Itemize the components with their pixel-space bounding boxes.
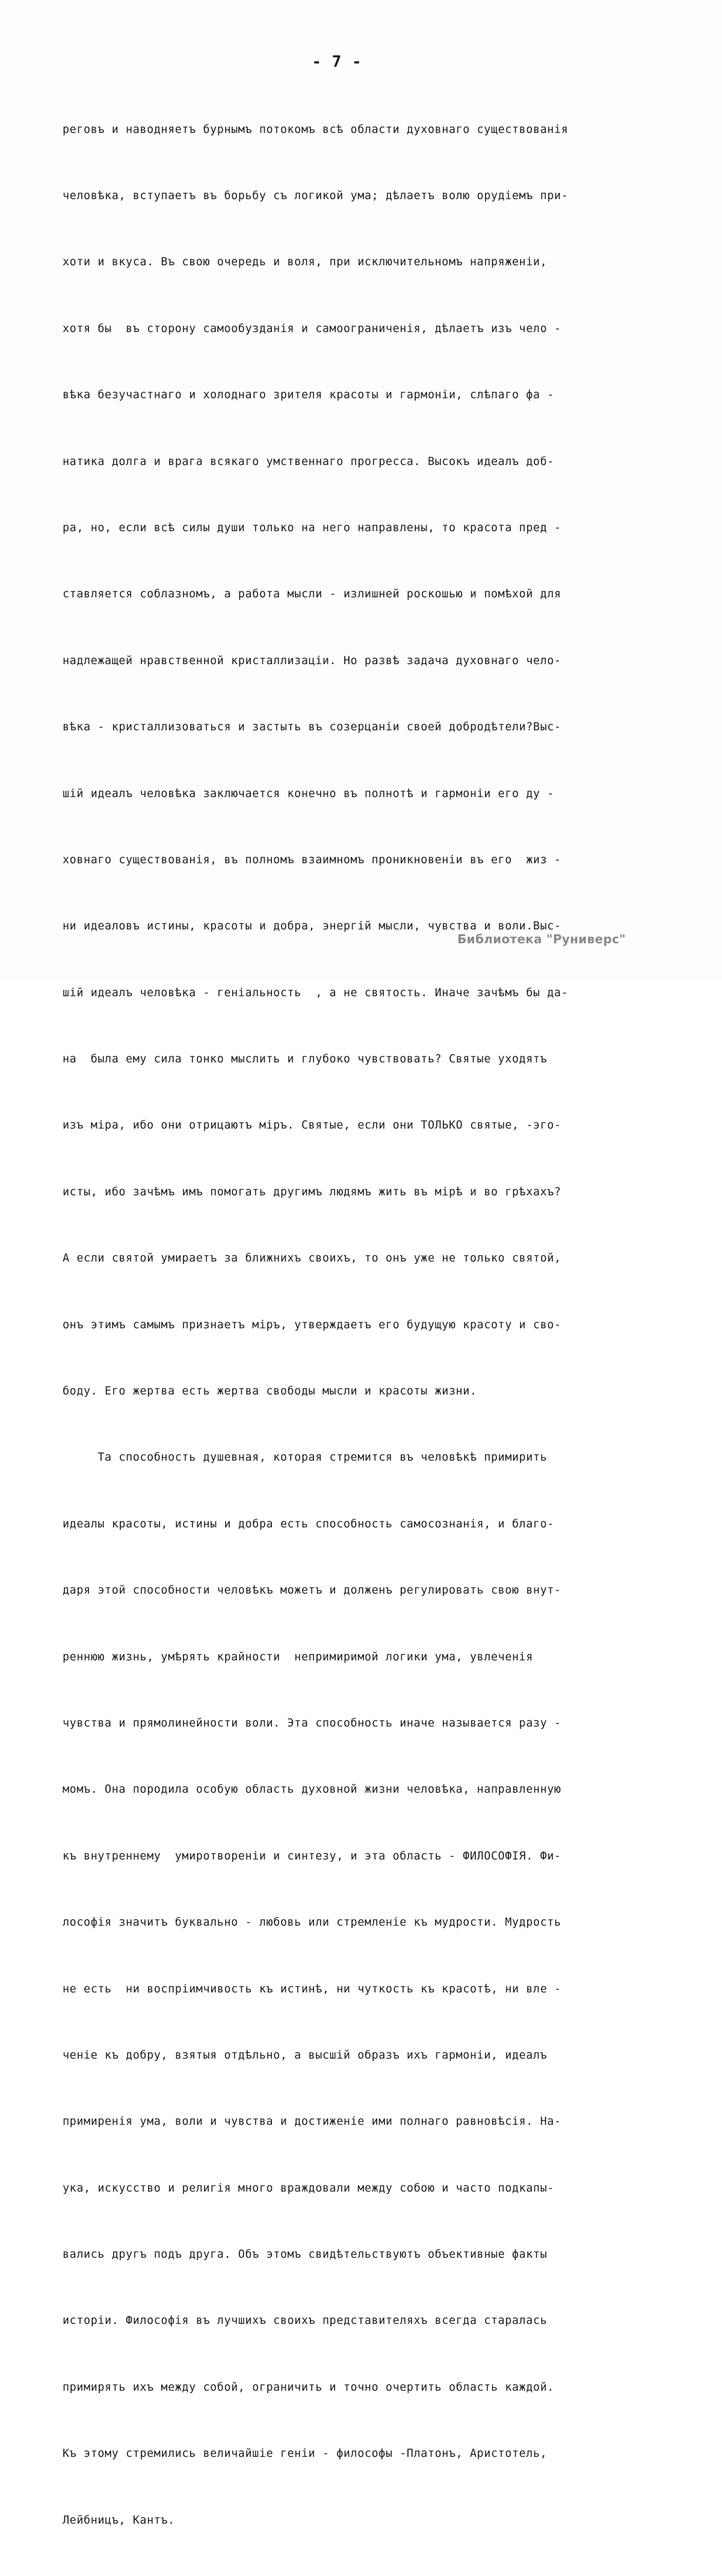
text-line: исты, ибо зачѣмъ имъ помогать другимъ людямъ жить въ мірѣ и во грѣхахъ? <box>63 1185 561 1198</box>
text-line: даря этой способности человѣкъ можетъ и долженъ регулировать свою внут- <box>63 1584 561 1597</box>
text-line: ра, но, если всѣ силы души только на него направлены, то красота пред - <box>63 521 561 534</box>
text-line: боду. Его жертва есть жертва свободы мысли и красоты жизни. <box>63 1385 477 1398</box>
text-line: вѣка безучастнаго и холоднаго зрителя красоты и гармоніи, слѣпаго фа - <box>63 389 555 402</box>
text-line: надлежащей нравственной кристаллизаціи. Но развѣ задача духовнаго чело- <box>63 654 561 667</box>
library-watermark: Библиотека "Руниверс" <box>457 932 626 946</box>
text-line: къ внутреннему умиротворенiи и синтезу, и эта область - ФИЛОСОФІЯ. Фи- <box>63 1849 561 1863</box>
text-line: человѣка, вступаетъ въ борьбу съ логикой ума; дѣлаетъ волю орудіемъ при- <box>63 189 569 202</box>
body-text <box>63 75 652 2576</box>
text-line: лософія значитъ буквально - любовь или стремленіе къ мудрости. Мудрость <box>63 1916 561 1929</box>
text-line: хоти и вкуса. Въ свою очередь и воля, при исключительномъ напряженіи, <box>63 256 548 269</box>
text-line: шій идеалъ человѣка - геніальность , а не святость. Иначе зачѣмъ бы да- <box>63 986 569 999</box>
text-line: Къ этому стремились величайшіе геніи - философы -Платонъ, Аристотель, <box>63 2447 548 2460</box>
text-line: реннюю жизнь, умѣрять крайности непримиримой логики ума, увлеченія <box>63 1650 534 1663</box>
text-line: ставляется соблазномъ, а работа мысли - излишней роскошью и помѣхой для <box>63 588 561 601</box>
text-line: онъ этимъ самымъ признаетъ міръ, утверждаетъ его будущую красоту и сво- <box>63 1318 561 1331</box>
text-line: хотя бы въ сторону самообузданія и самоограниченія, дѣлаетъ изъ чело - <box>63 322 561 335</box>
text-line: примирять ихъ между собой, ограничить и точно очертить область каждой. <box>63 2380 555 2394</box>
text-line: ука, искусство и религія много враждовали между собою и часто подкапы- <box>63 2181 555 2195</box>
text-line: Лейбницъ, Кантъ. <box>63 2513 175 2527</box>
text-line: вались другъ подъ друга. Объ этомъ свидѣтельствуютъ объективные факты <box>63 2248 548 2261</box>
text-line: примиренія ума, воли и чувства и достиженіе ими полнаго равновѣсія. На- <box>63 2115 561 2128</box>
page-number: - 7 - <box>312 53 362 71</box>
text-line: идеалы красоты, истины и добра есть способность самосознанія, и благо- <box>63 1517 555 1530</box>
text-line: вѣка - кристаллизоваться и застыть въ созерцаніи своей добродѣтели?Выс- <box>63 721 561 734</box>
text-line: натика долга и врага всякаго умственнаго прогресса. Высокъ идеалъ доб- <box>63 455 555 468</box>
text-line: реговъ и наводняетъ бурнымъ потокомъ всѣ области духовнаго существованія <box>63 123 569 136</box>
text-line: изъ міра, ибо они отрицаютъ міръ. Святые, если они ТОЛЬКО святые, -эго- <box>63 1119 561 1132</box>
text-line: ни идеаловъ истины, красоты и добра, энергій мысли, чувства и воли.Выс- <box>63 920 561 933</box>
text-line: ховнаго существованія, въ полномъ взаимномъ проникновеніи въ его жиз - <box>63 853 561 866</box>
text-line: А если святой умираетъ за ближнихъ своихъ, то онъ уже не только святой, <box>63 1252 561 1265</box>
text-line: Та способность душевная, которая стремится въ человѣкѣ примирить <box>63 1451 548 1464</box>
text-line: на была ему сила тонко мыслить и глубоко чувствовать? Святые уходятъ <box>63 1053 548 1066</box>
text-line: шій идеалъ человѣка заключается конечно въ полнотѣ и гармоніи его ду - <box>63 787 555 800</box>
text-line: чувства и прямолинейности воли. Эта способность иначе называется разу - <box>63 1716 561 1730</box>
text-line: не есть ни воспріимчивость къ истинѣ, ни чуткость къ красотѣ, ни вле - <box>63 1982 561 1995</box>
text-line: ченіе къ добру, взятыя отдѣльно, а высшій образъ ихъ гармоніи, идеалъ <box>63 2048 548 2062</box>
text-line: момъ. Она породила особую область духовной жизни человѣка, направленную <box>63 1783 561 1796</box>
text-line: исторіи. Философія въ лучшихъ своихъ представителяхъ всегда старалась <box>63 2314 548 2328</box>
